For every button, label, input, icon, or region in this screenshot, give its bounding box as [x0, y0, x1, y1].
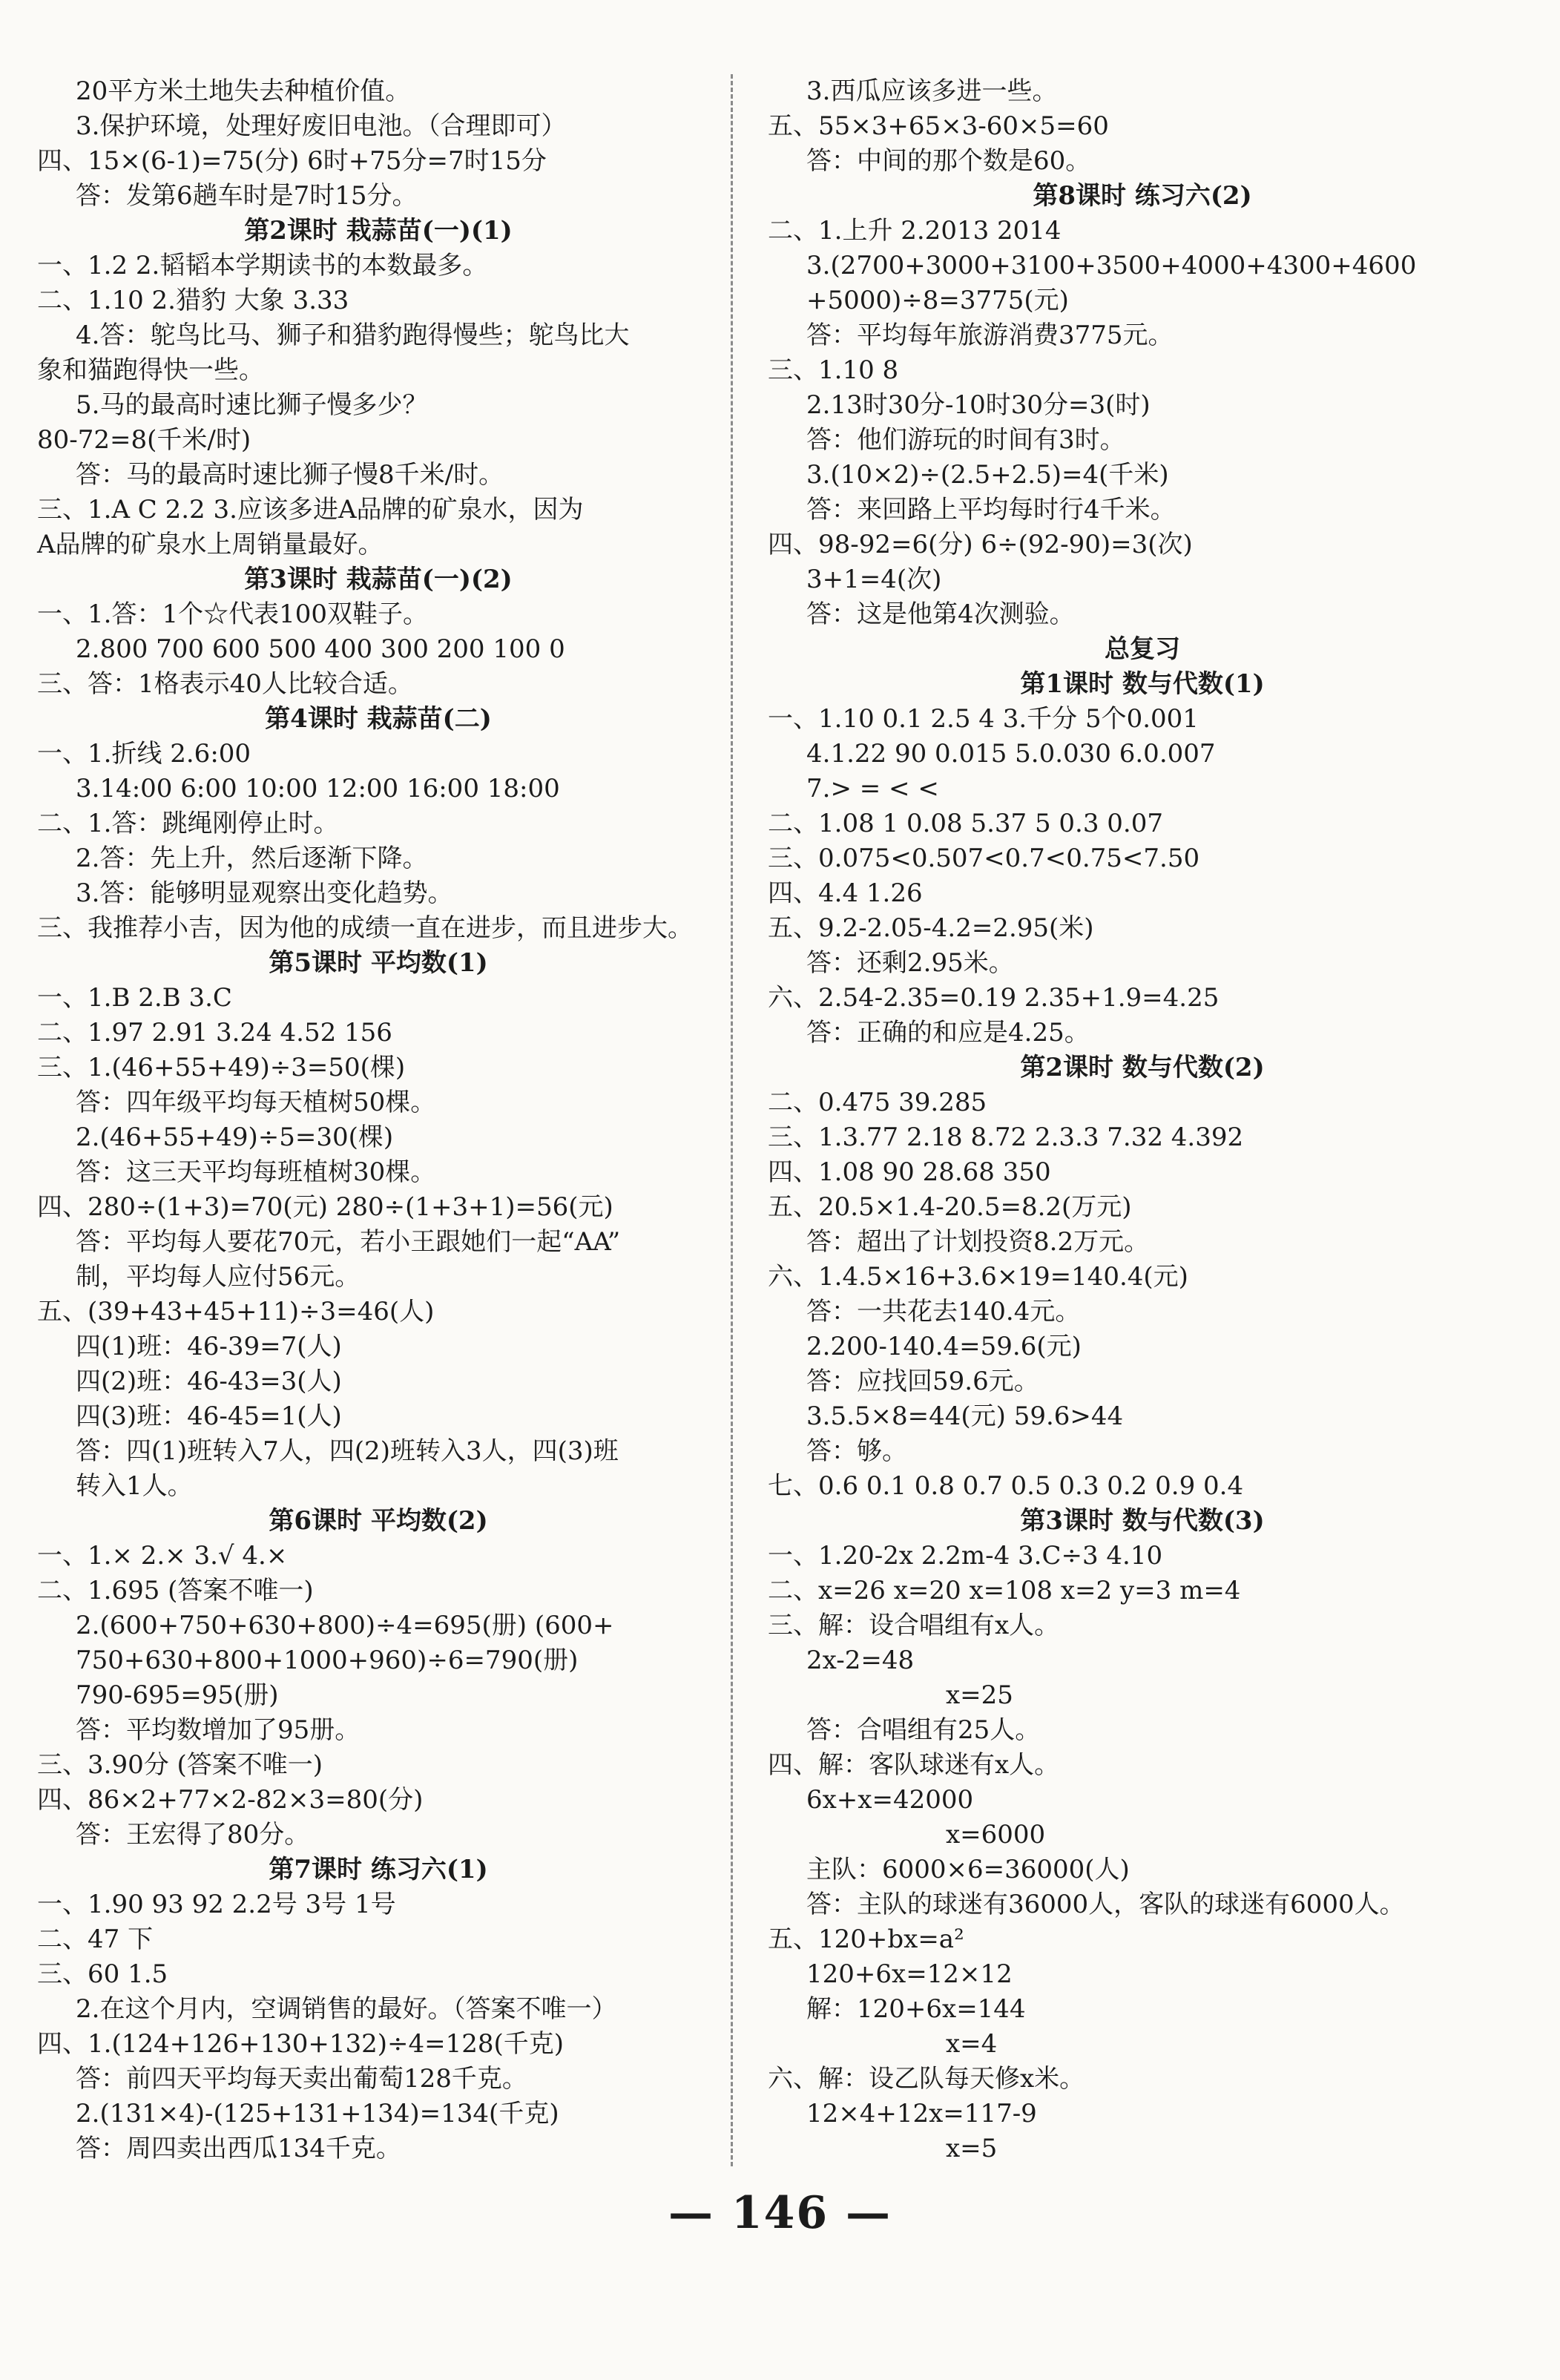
- answer-line: +5000)÷8=3775(元): [806, 286, 1069, 315]
- answer-line: x=25: [946, 1680, 1013, 1710]
- answer-line: 3.14:00 6:00 10:00 12:00 16:00 18:00: [76, 774, 560, 803]
- section-heading: 第3课时 栽蒜苗(一)(2): [244, 565, 513, 594]
- answer-line: 二、1.答：跳绳刚停止时。: [37, 809, 339, 838]
- section-heading: 总复习: [1105, 634, 1180, 664]
- answer-line: 制，平均每人应付56元。: [76, 1262, 361, 1292]
- answer-line: 五、(39+43+45+11)÷3=46(人): [37, 1297, 435, 1327]
- answer-line: 答：发第6趟车时是7时15分。: [76, 181, 418, 211]
- answer-line: 4.答：鸵鸟比马、狮子和猎豹跑得慢些；鸵鸟比大: [76, 320, 630, 350]
- answer-line: 三、我推荐小吉，因为他的成绩一直在进步，而且进步大。: [37, 913, 693, 943]
- answer-line: 四、解：客队球迷有x人。: [768, 1750, 1060, 1780]
- answer-line: 3.(10×2)÷(2.5+2.5)=4(千米): [806, 460, 1169, 490]
- answer-line: 四、280÷(1+3)=70(元) 280÷(1+3+1)=56(元): [37, 1192, 613, 1222]
- answer-line: 790-695=95(册): [76, 1680, 279, 1710]
- answer-line: 一、1.20-2x 2.2m-4 3.C÷3 4.10: [768, 1541, 1163, 1571]
- answer-line: 答：还剩2.95米。: [806, 948, 1014, 978]
- answer-line: 主队：6000×6=36000(人): [806, 1855, 1130, 1884]
- answer-line: 六、2.54-2.35=0.19 2.35+1.9=4.25: [768, 983, 1220, 1013]
- answer-line: 2.200-140.4=59.6(元): [806, 1332, 1082, 1361]
- answer-line: 一、1.答：1个☆代表100双鞋子。: [37, 599, 428, 629]
- answer-line: 答：四年级平均每天植树50棵。: [76, 1088, 436, 1117]
- page-number: — 146 —: [668, 2187, 892, 2239]
- answer-line: 2.(46+55+49)÷5=30(棵): [76, 1122, 394, 1152]
- answer-line: 四(2)班：46-43=3(人): [76, 1367, 342, 1396]
- left-column: [37, 74, 720, 2166]
- answer-line: 解：120+6x=144: [806, 1994, 1026, 2024]
- answer-line: 答：这是他第4次测验。: [806, 599, 1075, 629]
- answer-line: 答：主队的球迷有36000人，客队的球迷有6000人。: [806, 1890, 1405, 1919]
- section-heading: 第5课时 平均数(1): [269, 948, 488, 978]
- answer-line: 2.(131×4)-(125+131+134)=134(千克): [76, 2099, 559, 2128]
- answer-line: 一、1.10 0.1 2.5 4 3.千分 5个0.001: [768, 704, 1199, 734]
- answer-line: 一、1.2 2.韬韬本学期读书的本数最多。: [37, 251, 488, 280]
- answer-line: 五、55×3+65×3-60×5=60: [768, 111, 1109, 141]
- answer-line: 2.在这个月内，空调销售的最好。（答案不唯一）: [76, 1994, 617, 2024]
- answer-line: 四、98-92=6(分) 6÷(92-90)=3(次): [768, 530, 1193, 559]
- answer-line: 答：一共花去140.4元。: [806, 1297, 1081, 1327]
- section-heading: 第1课时 数与代数(1): [1020, 669, 1265, 699]
- answer-line: 四(3)班：46-45=1(人): [76, 1401, 342, 1431]
- answer-line: 六、1.4.5×16+3.6×19=140.4(元): [768, 1262, 1188, 1292]
- answer-line: x=4: [946, 2029, 998, 2059]
- answer-line: 三、1.(46+55+49)÷3=50(棵): [37, 1053, 406, 1082]
- answer-line: 四、1.08 90 28.68 350: [768, 1157, 1051, 1187]
- answer-line: 二、1.08 1 0.08 5.37 5 0.3 0.07: [768, 809, 1163, 838]
- answer-line: 答：他们游玩的时间有3时。: [806, 425, 1125, 455]
- answer-line: 四、86×2+77×2-82×3=80(分): [37, 1785, 424, 1815]
- answer-line: 答：够。: [806, 1436, 907, 1466]
- answer-line: 答：合唱组有25人。: [806, 1715, 1041, 1745]
- answer-line: 二、47 下: [37, 1924, 154, 1954]
- answer-line: 二、1.10 2.猎豹 大象 3.33: [37, 286, 349, 315]
- answer-line: 三、1.A C 2.2 3.应该多进A品牌的矿泉水，因为: [37, 495, 584, 525]
- answer-line: 答：周四卖出西瓜134千克。: [76, 2134, 401, 2163]
- answer-line: 五、120+bx=a²: [768, 1924, 964, 1954]
- answer-line: 答：超出了计划投资8.2万元。: [806, 1227, 1150, 1257]
- answer-line: 四(1)班：46-39=7(人): [76, 1332, 342, 1361]
- section-heading: 第3课时 数与代数(3): [1020, 1506, 1265, 1536]
- right-column: [768, 74, 1517, 2166]
- section-heading: 第2课时 数与代数(2): [1020, 1053, 1265, 1082]
- answer-line: 2.13时30分-10时30分=3(时): [806, 390, 1151, 420]
- answer-line: 20平方米土地失去种植价值。: [76, 76, 411, 106]
- answer-line: 一、1.90 93 92 2.2号 3号 1号: [37, 1890, 396, 1919]
- answer-line: 五、20.5×1.4-20.5=8.2(万元): [768, 1192, 1132, 1222]
- answer-line: 一、1.× 2.× 3.√ 4.×: [37, 1541, 288, 1571]
- answer-line: 二、1.上升 2.2013 2014: [768, 216, 1062, 246]
- answer-line: 2.答：先上升，然后逐渐下降。: [76, 844, 428, 873]
- answer-line: 四、15×(6-1)=75(分) 6时+75分=7时15分: [37, 146, 547, 176]
- answer-line: 答：平均数增加了95册。: [76, 1715, 361, 1745]
- answer-line: 答：马的最高时速比狮子慢8千米/时。: [76, 460, 504, 490]
- answer-line: x=6000: [946, 1820, 1046, 1850]
- answer-line: 答：这三天平均每班植树30棵。: [76, 1157, 436, 1187]
- answer-line: 答：平均每人要花70元，若小王跟她们一起“AA”: [76, 1227, 621, 1257]
- answer-line: 12×4+12x=117-9: [806, 2099, 1037, 2128]
- answer-line: 答：平均每年旅游消费3775元。: [806, 320, 1174, 350]
- answer-line: 转入1人。: [76, 1471, 193, 1501]
- answer-line: 二、1.97 2.91 3.24 4.52 156: [37, 1018, 392, 1048]
- answer-line: 3.答：能够明显观察出变化趋势。: [76, 878, 453, 908]
- answer-line: 二、x=26 x=20 x=108 x=2 y=3 m=4: [768, 1576, 1241, 1605]
- section-heading: 第7课时 练习六(1): [269, 1855, 488, 1884]
- answer-line: 三、3.90分 (答案不唯一): [37, 1750, 323, 1780]
- answer-line: 五、9.2-2.05-4.2=2.95(米): [768, 913, 1094, 943]
- answer-line: 3.(2700+3000+3100+3500+4000+4300+4600: [806, 251, 1417, 280]
- answer-line: 象和猫跑得快一些。: [37, 355, 264, 385]
- answer-line: 三、答：1格表示40人比较合适。: [37, 669, 413, 699]
- section-heading: 第6课时 平均数(2): [269, 1506, 488, 1536]
- answer-line: 120+6x=12×12: [806, 1959, 1013, 1989]
- answer-line: 答：中间的那个数是60。: [806, 146, 1091, 176]
- section-heading: 第2课时 栽蒜苗(一)(1): [244, 216, 513, 246]
- answer-line: 答：应找回59.6元。: [806, 1367, 1039, 1396]
- answer-line: 四、1.(124+126+130+132)÷4=128(千克): [37, 2029, 565, 2059]
- answer-line: 一、1.B 2.B 3.C: [37, 983, 232, 1013]
- answer-line: A品牌的矿泉水上周销量最好。: [37, 530, 384, 559]
- answer-line: 3.保护环境，处理好废旧电池。（合理即可）: [76, 111, 567, 141]
- answer-line: 6x+x=42000: [806, 1785, 974, 1815]
- answer-line: 三、0.075<0.507<0.7<0.75<7.50: [768, 844, 1200, 873]
- answer-line: 答：前四天平均每天卖出葡萄128千克。: [76, 2064, 527, 2094]
- answer-line: 750+630+800+1000+960)÷6=790(册): [76, 1646, 579, 1675]
- answer-line: 4.1.22 90 0.015 5.0.030 6.0.007: [806, 739, 1216, 769]
- answer-line: 二、0.475 39.285: [768, 1088, 987, 1117]
- answer-line: 三、解：设合唱组有x人。: [768, 1611, 1060, 1640]
- answer-line: 答：四(1)班转入7人，四(2)班转入3人，四(3)班: [76, 1436, 619, 1466]
- answer-line: 答：王宏得了80分。: [76, 1820, 310, 1850]
- answer-line: 二、1.695 (答案不唯一): [37, 1576, 314, 1605]
- answer-line: 三、1.10 8: [768, 355, 899, 385]
- section-heading: 第4课时 栽蒜苗(二): [265, 704, 492, 734]
- answer-line: 80-72=8(千米/时): [37, 425, 251, 455]
- answer-line: 3.西瓜应该多进一些。: [806, 76, 1058, 106]
- answer-line: 一、1.折线 2.6:00: [37, 739, 251, 769]
- answer-line: 3+1=4(次): [806, 565, 942, 594]
- answer-line: 七、0.6 0.1 0.8 0.7 0.5 0.3 0.2 0.9 0.4: [768, 1471, 1244, 1501]
- answer-line: 四、4.4 1.26: [768, 878, 923, 908]
- answer-line: 三、60 1.5: [37, 1959, 168, 1989]
- answer-line: 3.5.5×8=44(元) 59.6>44: [806, 1401, 1124, 1431]
- section-heading: 第8课时 练习六(2): [1033, 181, 1252, 211]
- answer-line: 六、解：设乙队每天修x米。: [768, 2064, 1085, 2094]
- answer-line: 答：来回路上平均每时行4千米。: [806, 495, 1176, 525]
- answer-line: 7.> = < <: [806, 774, 939, 803]
- answer-line: x=5: [946, 2134, 998, 2163]
- answer-line: 2x-2=48: [806, 1646, 915, 1675]
- answer-line: 5.马的最高时速比狮子慢多少？: [76, 390, 428, 420]
- answer-line: 2.800 700 600 500 400 300 200 100 0: [76, 634, 565, 664]
- column-divider: [731, 74, 733, 2166]
- answer-line: 2.(600+750+630+800)÷4=695(册) (600+: [76, 1611, 614, 1640]
- answer-line: 三、1.3.77 2.18 8.72 2.3.3 7.32 4.392: [768, 1122, 1244, 1152]
- answer-line: 答：正确的和应是4.25。: [806, 1018, 1090, 1048]
